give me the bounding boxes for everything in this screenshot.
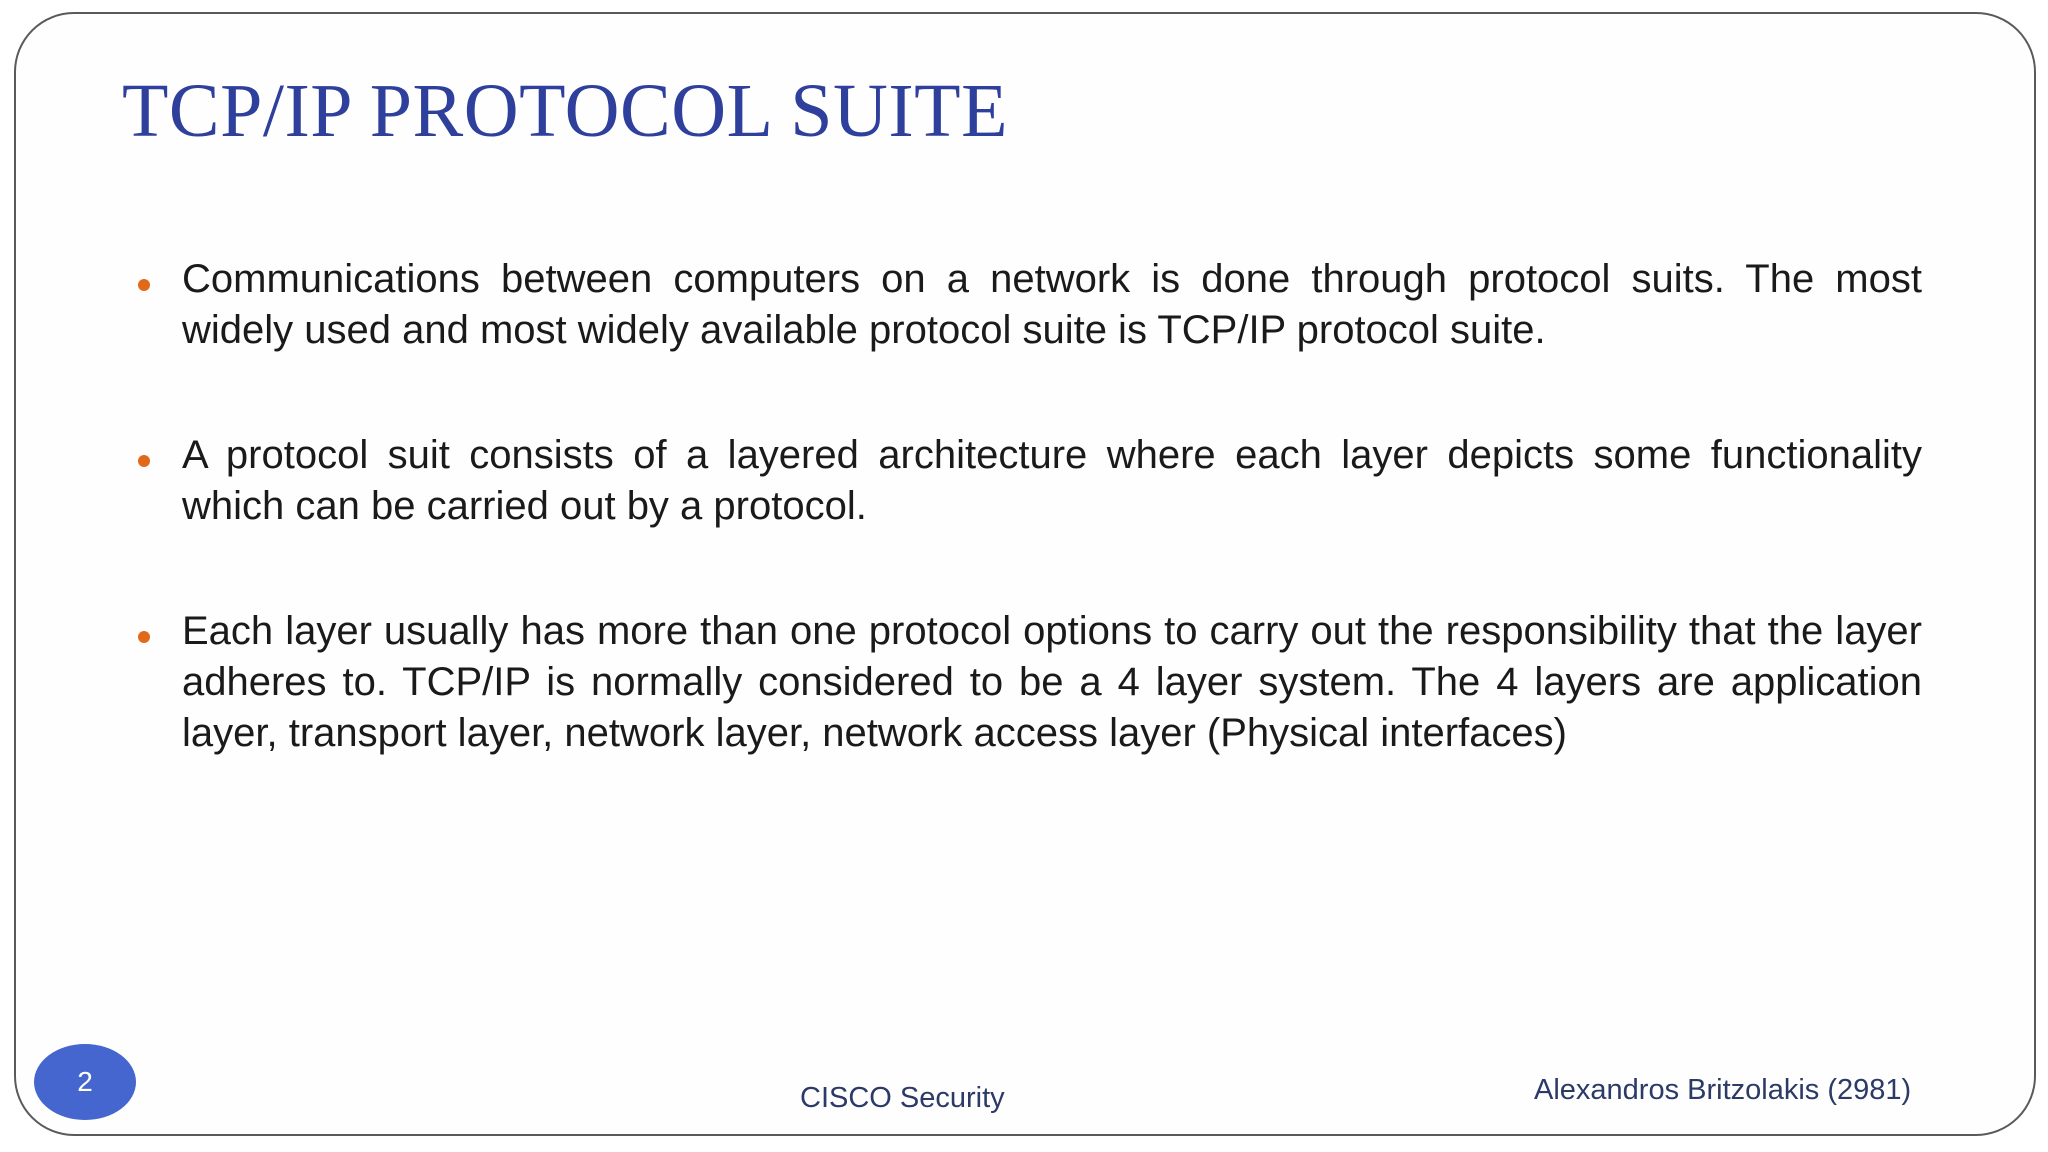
slide	[14, 12, 2036, 1136]
bullet-dot-icon	[138, 279, 150, 291]
bullet-item	[122, 606, 1922, 759]
bullet-list	[122, 254, 1922, 833]
page-number-badge: 2	[34, 1044, 136, 1120]
slide-title: TCP/IP PROTOCOL SUITE	[122, 69, 1009, 153]
bullet-text: Each layer usually has more than one protocol options to carry out the responsibility that the layer adheres to. TCP/IP is normally considered to be a 4 layer system. The 4 layers are application layer, transport layer, network layer, network access layer (Physical interfaces)	[182, 609, 1922, 755]
bullet-item	[122, 254, 1922, 356]
footer-course-label: CISCO Security	[800, 1082, 1005, 1114]
footer-author-label: Alexandros Britzolakis (2981)	[1534, 1074, 1912, 1106]
bullet-dot-icon	[138, 631, 150, 643]
bullet-text: A protocol suit consists of a layered architecture where each layer depicts some functionality which can be carried out by a protocol.	[182, 433, 1922, 528]
bullet-item	[122, 430, 1922, 532]
bullet-dot-icon	[138, 455, 150, 467]
bullet-text: Communications between computers on a network is done through protocol suits. The most widely used and most widely available protocol suite is TCP/IP protocol suite.	[182, 257, 1922, 352]
